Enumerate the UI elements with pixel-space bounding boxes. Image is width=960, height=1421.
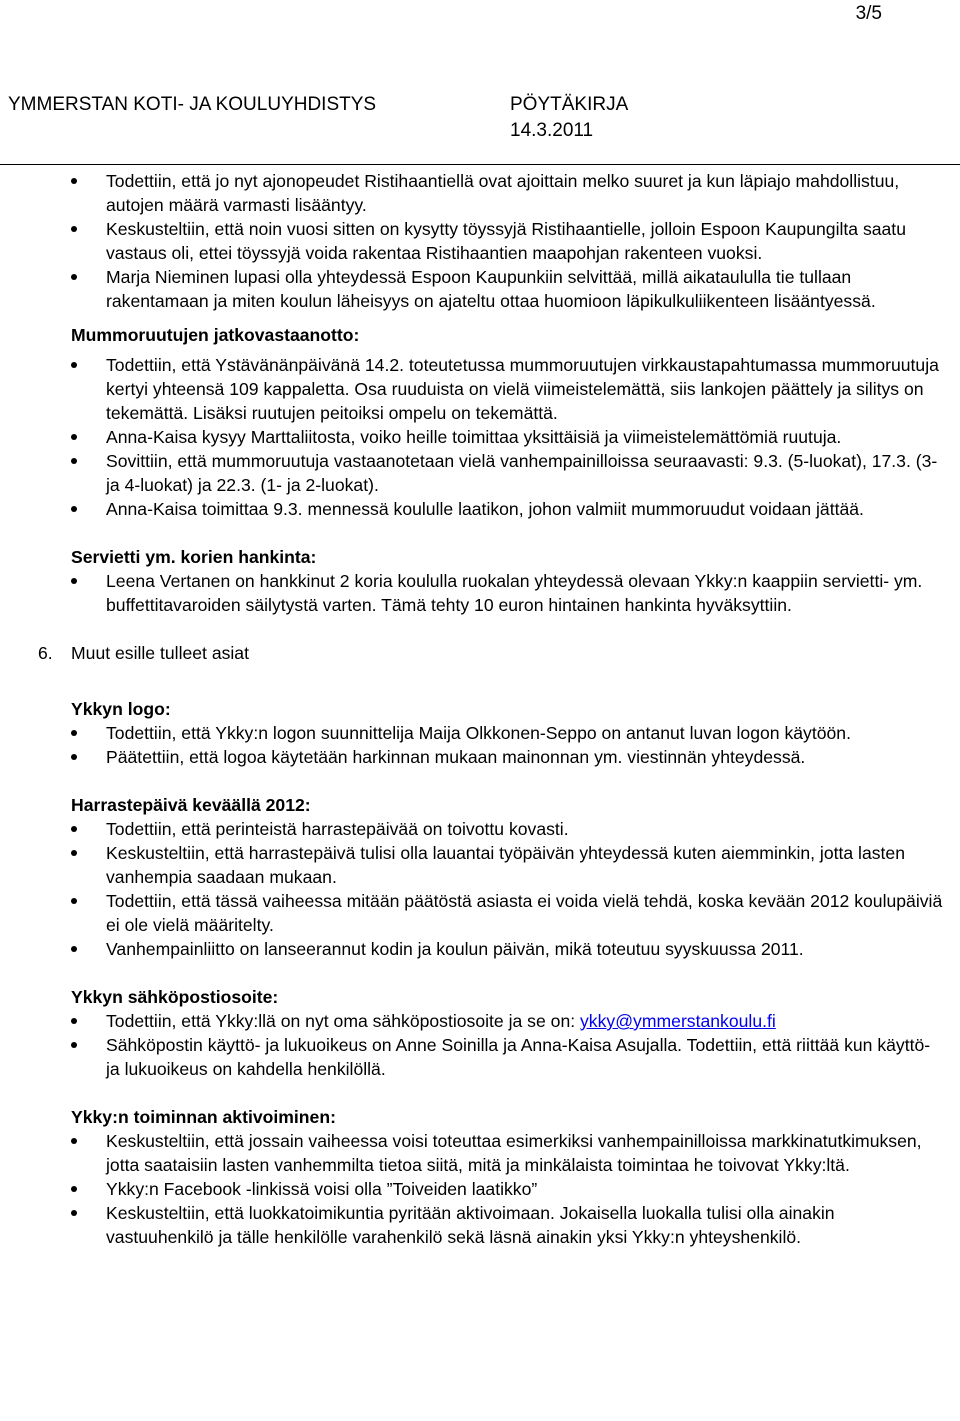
list-item: Todettiin, että Ystävänänpäivänä 14.2. toteutetussa mummoruutujen virkkaustapahtumassa mummoruutuja kertyi yhteensä 109 kappaletta. Osa ruuduista on vielä viimeistelemättä, siis lankojen päättely ja silitys on tekemättä. Lisäksi ruutujen peitoiksi ompelu on tekemättä. [0, 353, 960, 425]
header-rule [0, 164, 960, 165]
list-item: Marja Nieminen lupasi olla yhteydessä Espoon Kaupunkiin selvittää, millä aikataululla tie tullaan rakentamaan ja miten koulun läheisyys on ajateltu ottaa huomioon läpikulkuliikenteen lisääntyessä. [0, 265, 960, 313]
list-item: Todettiin, että perinteistä harrastepäivää on toivottu kovasti. [0, 817, 960, 841]
list-item: Sovittiin, että mummoruutuja vastaanotetaan vielä vanhempainilloissa seuraavasti: 9.3. (5-luokat), 17.3. (3- ja 4-luokat) ja 22.3. (1- ja 2-luokat). [0, 449, 960, 497]
section-heading: Mummoruutujen jatkovastaanotto: [71, 325, 360, 345]
logo-list [0, 721, 960, 769]
email-list [0, 1009, 960, 1081]
section-heading: Ykkyn logo: [71, 699, 171, 719]
list-item: Anna-Kaisa kysyy Marttaliitosta, voiko heille toimittaa yksittäisiä ja viimeistelemättömiä ruutuja. [0, 425, 960, 449]
section-heading: Servietti ym. korien hankinta: [71, 547, 317, 567]
list-item: Keskusteltiin, että jossain vaiheessa voisi toteuttaa esimerkiksi vanhempainilloissa markkinatutkimuksen, jotta saataisiin lasten vanhemmilta tietoa siitä, mitä ja minkälaista toimintaa he toivovat Ykky:ltä. [0, 1129, 960, 1177]
list-item: Keskusteltiin, että luokkatoimikuntia pyritään aktivoimaan. Jokaisella luokalla tulisi olla ainakin vastuuhenkilö ja tälle henkilölle varahenkilö sekä läsnä ainakin yksi Ykky:n yhteyshenkilö. [0, 1201, 960, 1249]
servietti-list [0, 569, 960, 617]
section-heading: Harrastepäivä keväällä 2012: [71, 795, 311, 815]
page-number: 3/5 [855, 3, 882, 24]
section-heading: Ykky:n toiminnan aktivoiminen: [71, 1107, 336, 1127]
list-item: Vanhempainliitto on lanseerannut kodin ja koulun päivän, mikä toteutuu syyskuussa 2011. [0, 937, 960, 961]
list-item: Sähköpostin käyttö- ja lukuoikeus on Anne Soinilla ja Anna-Kaisa Asujalla. Todettiin, että riittää kun käyttö- ja lukuoikeus on kahdella henkilöllä. [0, 1033, 960, 1081]
list-item: Keskusteltiin, että harrastepäivä tulisi olla lauantai työpäivän yhteydessä kuten aiemminkin, jotta lasten vanhempia saadaan mukaan. [0, 841, 960, 889]
document-body [0, 169, 960, 1249]
list-item: Todettiin, että jo nyt ajonopeudet Ristihaantiellä ovat ajoittain melko suuret ja kun läpiajo mahdollistuu, autojen määrä varmasti lisääntyy. [0, 169, 960, 217]
traffic-list [0, 169, 960, 313]
list-item: Päätettiin, että logoa käytetään harkinnan mukaan mainonnan ym. viestinnän yhteydessä. [0, 745, 960, 769]
list-item-text: Todettiin, että Ykky:llä on nyt oma sähköpostiosoite ja se on: [106, 1011, 580, 1031]
section-heading: Ykkyn sähköpostiosoite: [71, 987, 279, 1007]
section-title: Muut esille tulleet asiat [71, 643, 249, 663]
list-item: Ykky:n Facebook -linkissä voisi olla ”Toiveiden laatikko” [0, 1177, 960, 1201]
list-item [0, 1009, 960, 1033]
mummoruudut-list [0, 353, 960, 521]
harrastepaiva-list [0, 817, 960, 961]
document-type: PÖYTÄKIRJA [510, 94, 629, 115]
section-6-title [0, 641, 960, 665]
list-item: Keskusteltiin, että noin vuosi sitten on kysytty töyssyjä Ristihaantielle, jolloin Espoon Kaupungilta saatu vastaus oli, ettei töyssyjä voida rakentaa Ristihaantien maapohjan rakenteen vuoksi. [0, 217, 960, 265]
list-item: Leena Vertanen on hankkinut 2 koria koululla ruokalan yhteydessä olevaan Ykky:n kaappiin servietti- ym. buffettitavaroiden säilytystä varten. Tämä tehty 10 euron hintainen hankinta hyväksyttiin. [0, 569, 960, 617]
email-link[interactable]: ykky@ymmerstankoulu.fi [580, 1011, 776, 1031]
document-date: 14.3.2011 [510, 120, 594, 141]
organization-name: YMMERSTAN KOTI- JA KOULUYHDISTYS [8, 94, 377, 115]
list-item: Todettiin, että Ykky:n logon suunnittelija Maija Olkkonen-Seppo on antanut luvan logon käytöön. [0, 721, 960, 745]
list-item: Todettiin, että tässä vaiheessa mitään päätöstä asiasta ei voida vielä tehdä, koska kevään 2012 koulupäiviä ei ole vielä määritelty. [0, 889, 960, 937]
list-item: Anna-Kaisa toimittaa 9.3. mennessä koululle laatikon, johon valmiit mummoruudut voidaan jättää. [0, 497, 960, 521]
section-number: 6. [38, 643, 53, 663]
aktivointi-list [0, 1129, 960, 1249]
